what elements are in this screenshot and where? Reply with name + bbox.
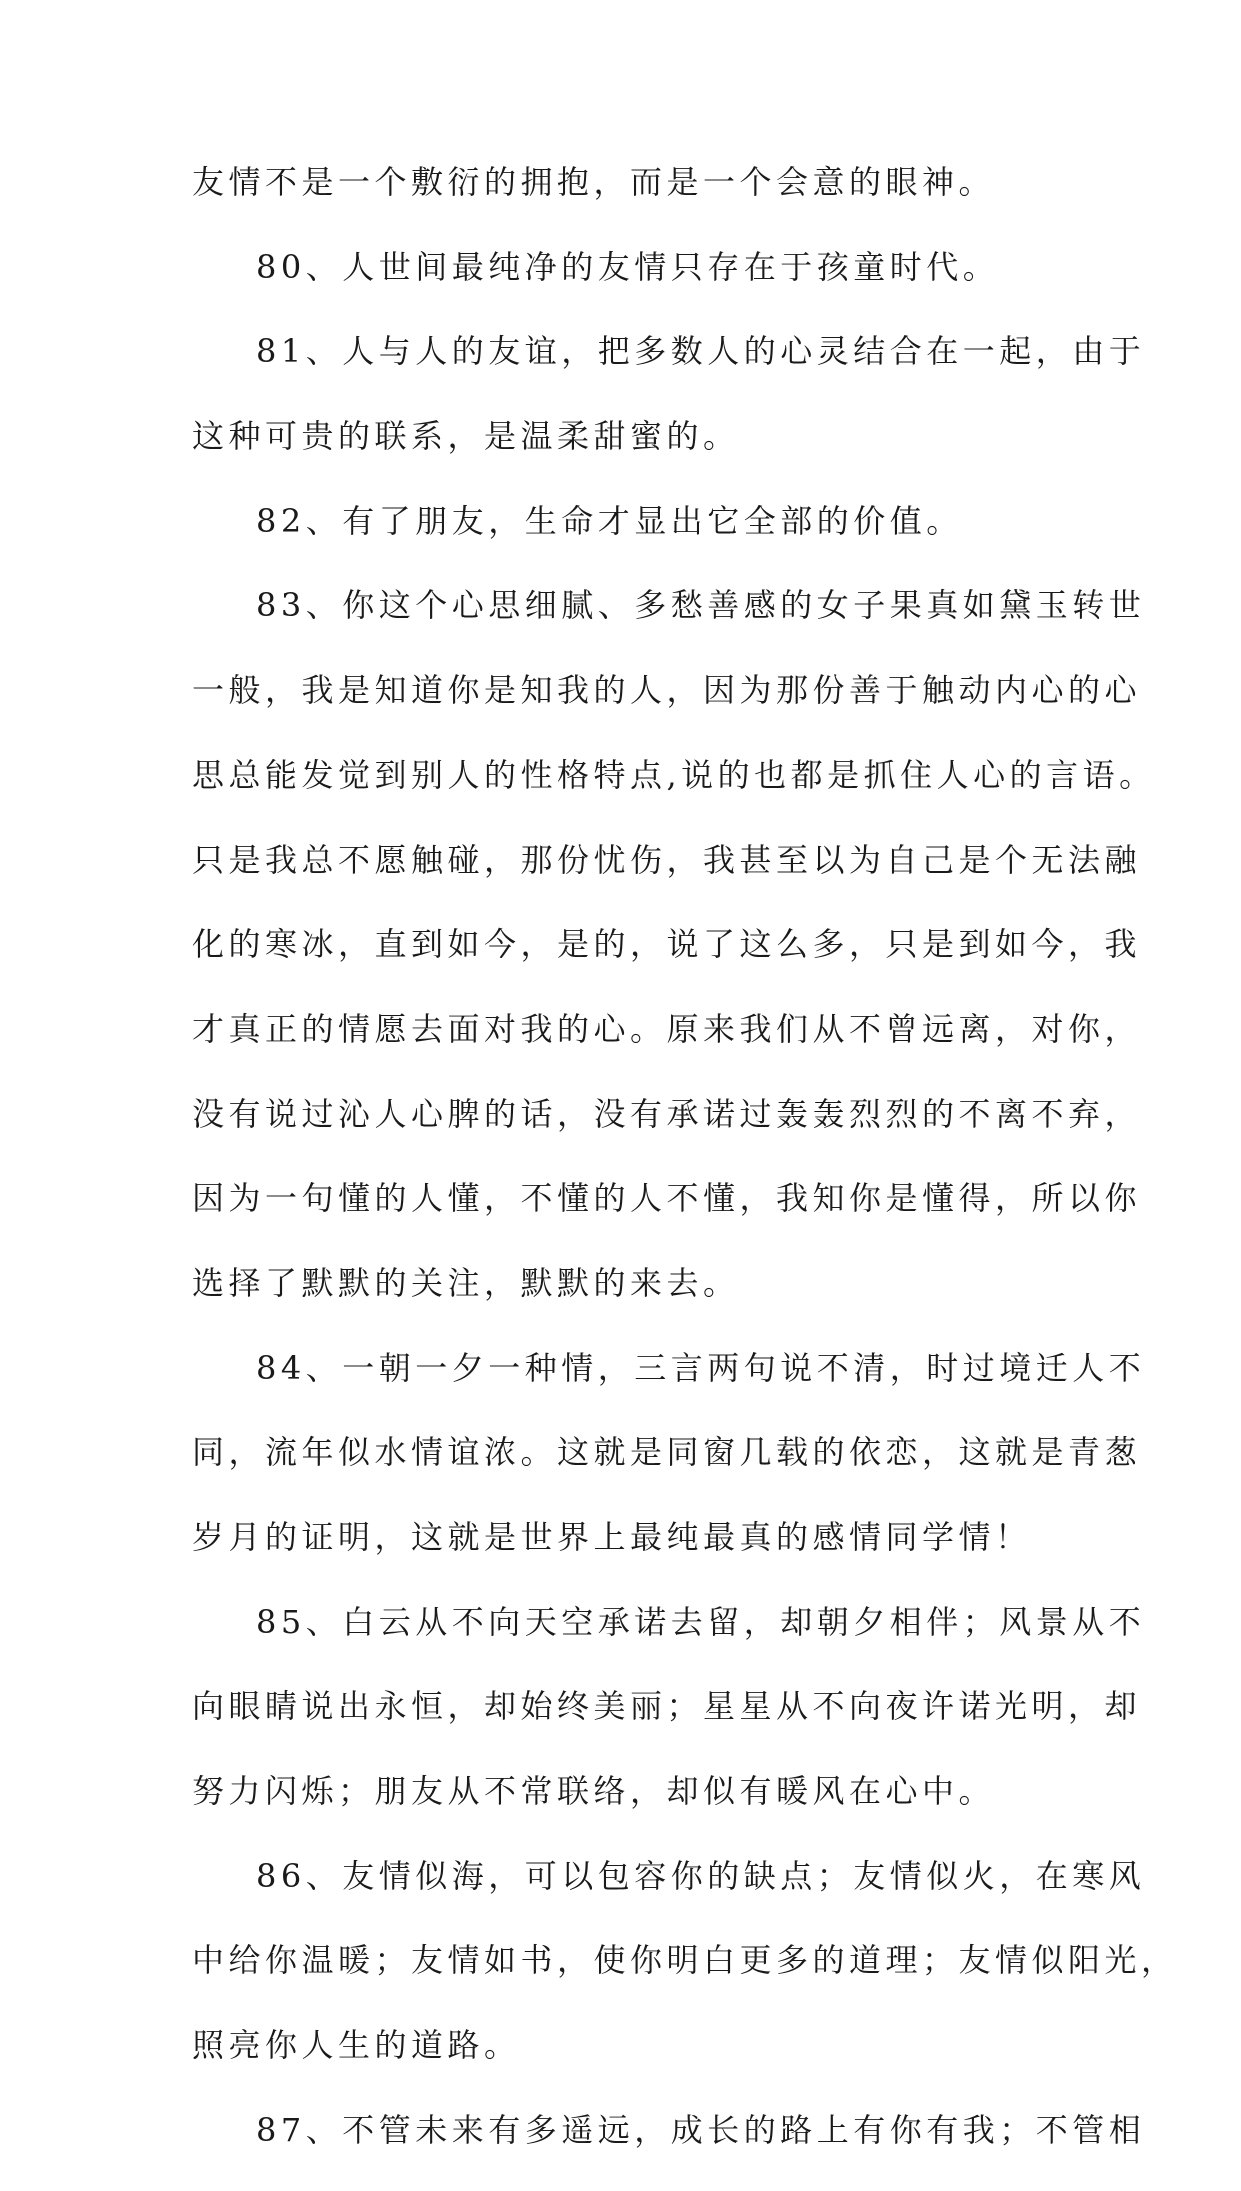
- text-line: 因为一句懂的人懂，不懂的人不懂，我知你是懂得，所以你: [192, 1179, 1142, 1218]
- paragraph-first-line: 85、白云从不向天空承诺去留，却朝夕相伴；风景从不: [256, 1602, 1146, 1641]
- paragraph-first-line: 81、人与人的友谊，把多数人的心灵结合在一起，由于: [256, 332, 1146, 371]
- text-line: 化的寒冰，直到如今，是的，说了这么多，只是到如今，我: [192, 925, 1142, 964]
- paragraph-first-line: 82、有了朋友，生命才显出它全部的价值。: [256, 501, 963, 540]
- text-line: 思总能发觉到别人的性格特点,说的也都是抓住人心的言语。: [192, 755, 1156, 794]
- text-line: 努力闪烁；朋友从不常联络，却似有暖风在心中。: [192, 1772, 996, 1811]
- text-line: 友情不是一个敷衍的拥抱，而是一个会意的眼神。: [192, 163, 996, 201]
- paragraph-first-line: 83、你这个心思细腻、多愁善感的女子果真如黛玉转世: [256, 586, 1146, 625]
- text-line: 向眼睛说出永恒，却始终美丽；星星从不向夜许诺光明，却: [192, 1687, 1142, 1726]
- paragraph-first-line: 87、不管未来有多遥远，成长的路上有你有我；不管相: [256, 2110, 1146, 2149]
- text-line: 选择了默默的关注，默默的来去。: [192, 1263, 740, 1302]
- text-line: 照亮你人生的道路。: [192, 2026, 521, 2065]
- paragraph-first-line: 80、人世间最纯净的友情只存在于孩童时代。: [256, 247, 1000, 286]
- text-line: 只是我总不愿触碰，那份忧伤，我甚至以为自己是个无法融: [192, 840, 1142, 879]
- text-line: 同，流年似水情谊浓。这就是同窗几载的依恋，这就是青葱: [192, 1433, 1142, 1472]
- text-line: 没有说过沁人心脾的话，没有承诺过轰轰烈烈的不离不弃，: [192, 1094, 1142, 1133]
- paragraph-first-line: 84、一朝一夕一种情，三言两句说不清，时过境迁人不: [256, 1348, 1146, 1387]
- document-body: [192, 158, 1178, 2191]
- text-line: 中给你温暖；友情如书，使你明白更多的道理；友情似阳光，: [192, 1941, 1178, 1980]
- text-line: 这种可贵的联系，是温柔甜蜜的。: [192, 417, 740, 456]
- text-line: 岁月的证明，这就是世界上最纯最真的感情同学情！: [192, 1518, 1032, 1556]
- paragraph-first-line: 86、友情似海，可以包容你的缺点；友情似火，在寒风: [256, 1856, 1146, 1895]
- text-line: 一般，我是知道你是知我的人，因为那份善于触动内心的心: [192, 671, 1142, 710]
- text-line: 才真正的情愿去面对我的心。原来我们从不曾远离，对你，: [192, 1009, 1142, 1048]
